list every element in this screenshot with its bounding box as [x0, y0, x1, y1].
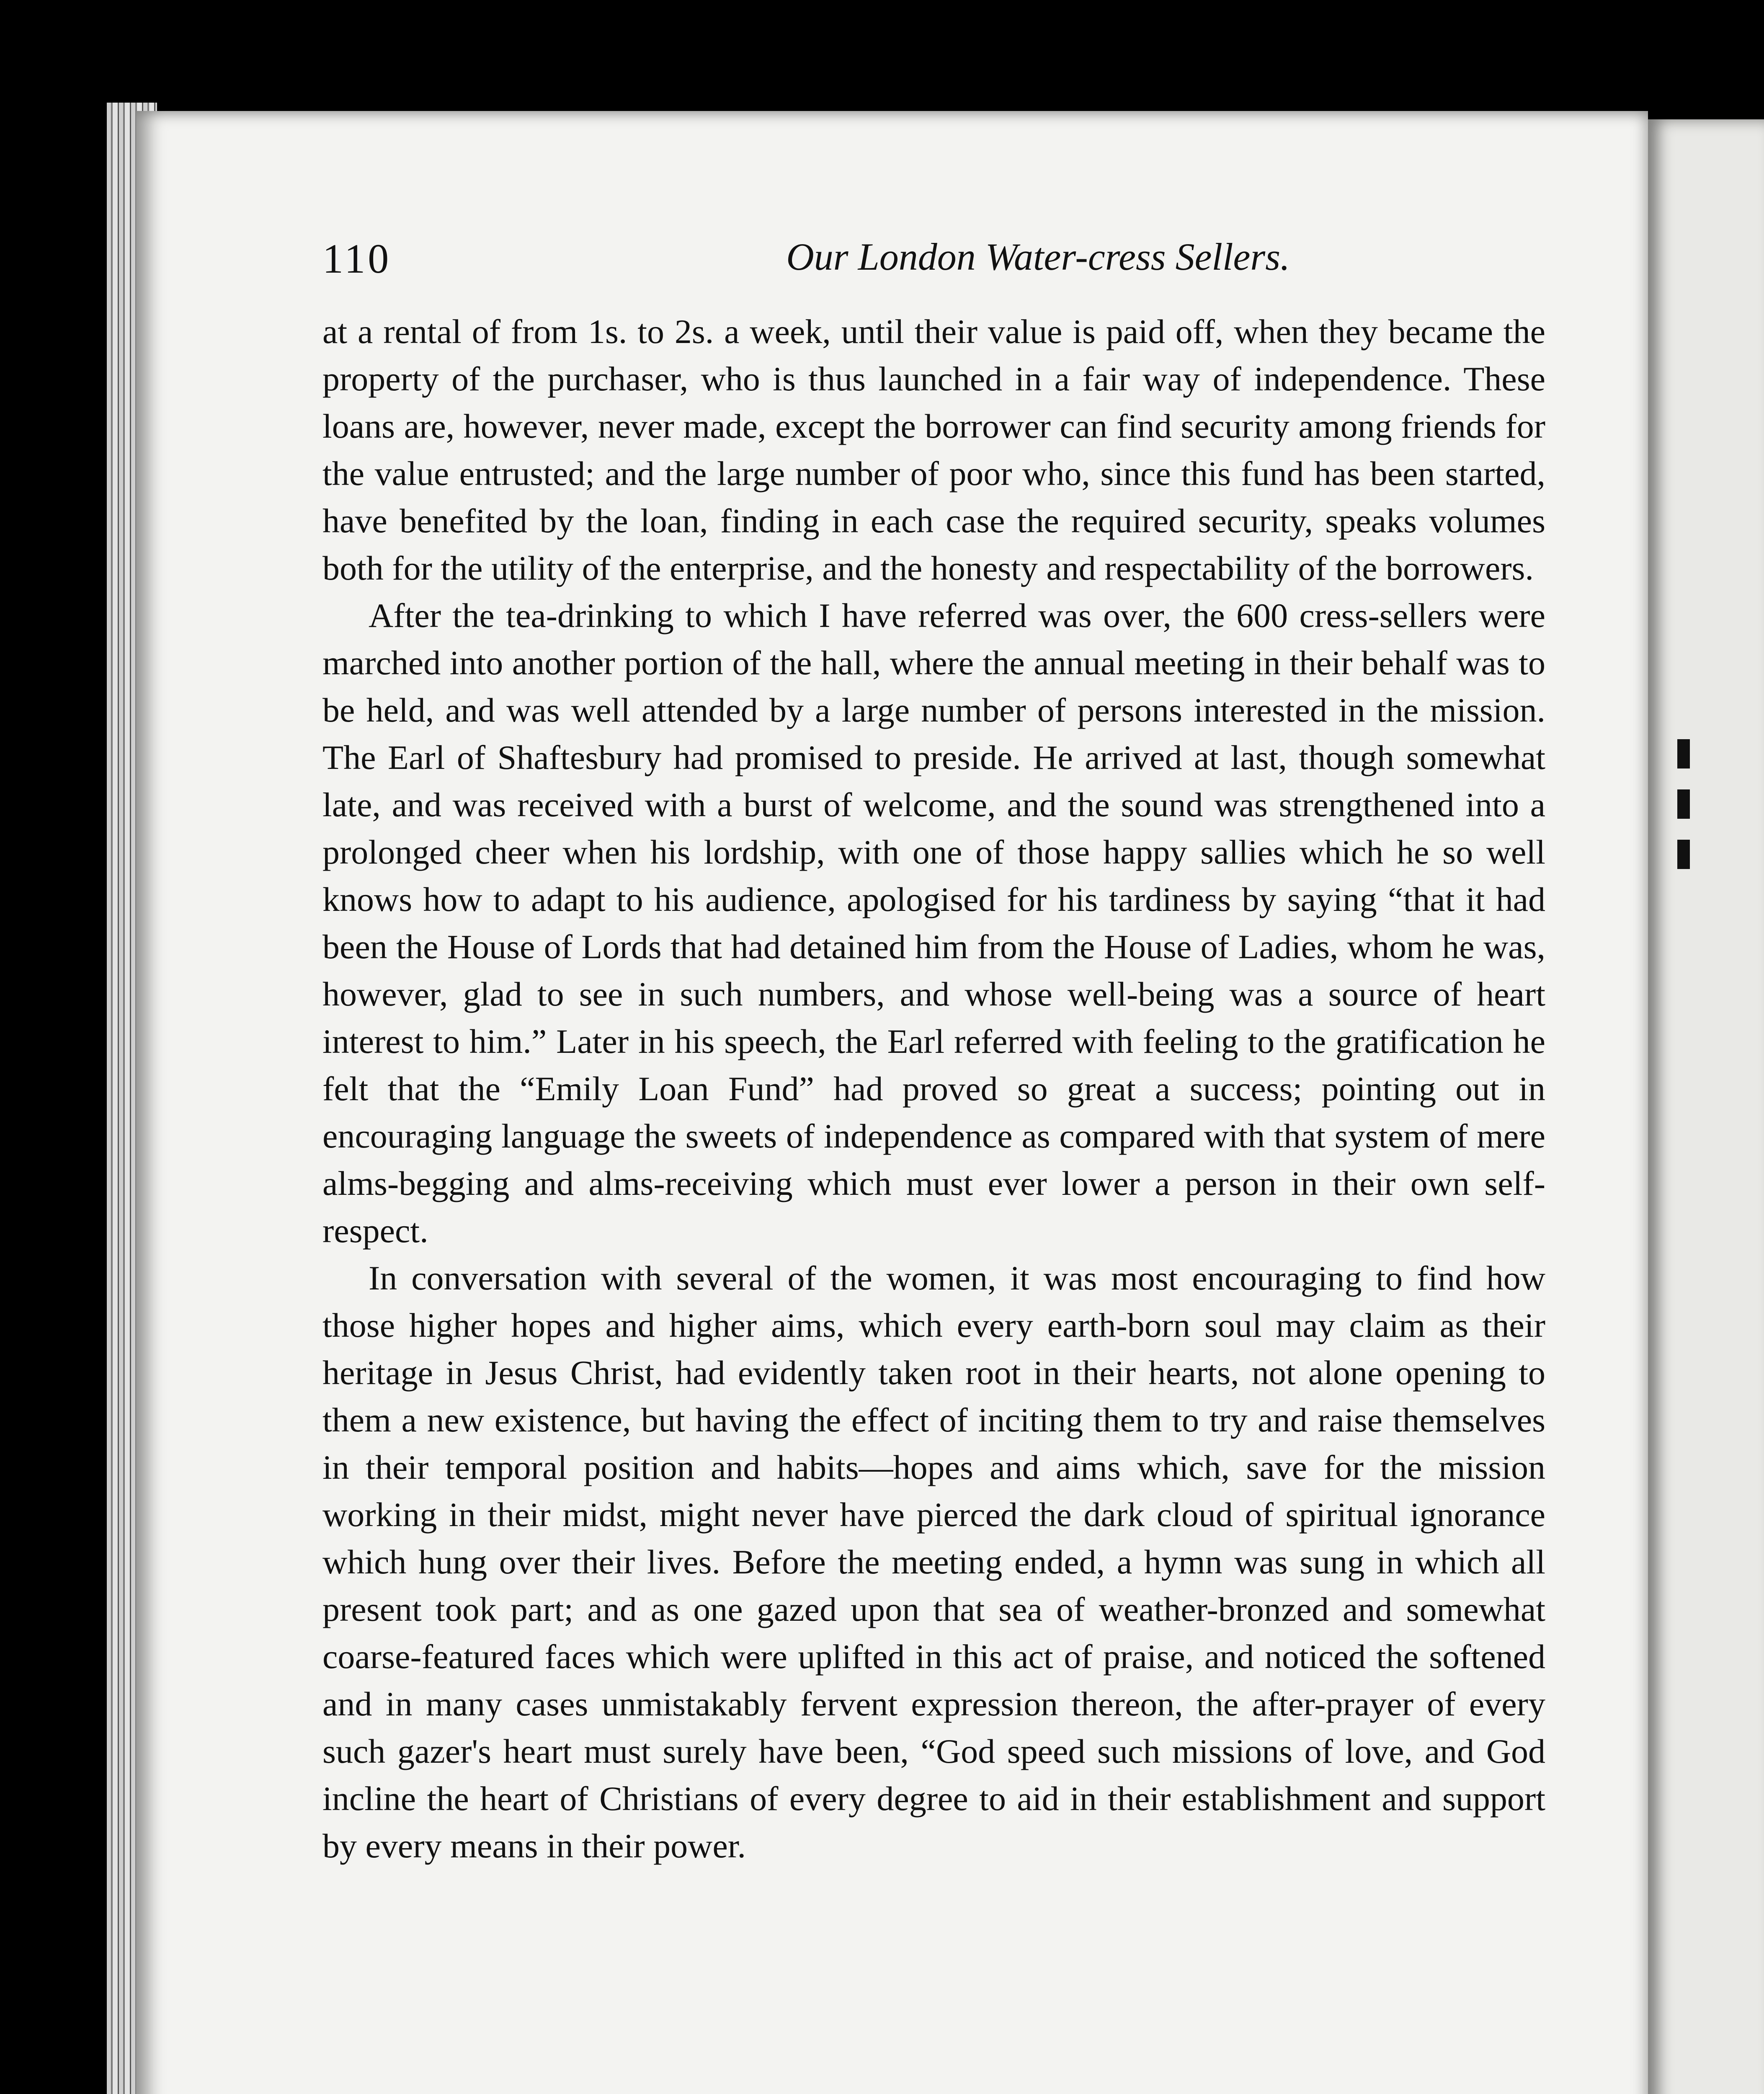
facing-text-bleed [1677, 739, 1690, 768]
paragraph: After the tea-drinking to which I have referred was over, the 600 cress-sellers were marched into another portion of the hall, where the annual meeting in their behalf was to be held, and was well attended by a large number of persons interested in the mission. The Earl of Shaftesbury had promised to preside. He arrived at last, though somewhat late, and was received with a burst of welcome, and the sound was strengthened into a prolonged cheer when his lordship, with one of those happy sallies which he so well knows how to adapt to his audience, apologised for his tardiness by saying “that it had been the House of Lords that had detained him from the House of Ladies, whom he was, however, glad to see in such numbers, and whose well-being was a source of heart interest to him.” Later in his speech, the Earl referred with feeling to the gratification he felt that the “Emily Loan Fund” had proved so great a success; pointing out in encouraging language the sweets of independence as compared with that system of mere alms-begging and alms-receiving which must ever lower a person in their own self-respect. [322, 596, 1545, 1250]
body-text [322, 308, 1545, 1870]
running-title: Our London Water-cress Sellers. [786, 235, 1290, 278]
facing-text-bleed [1677, 840, 1690, 869]
paragraph: at a rental of from 1s. to 2s. a week, until their value is paid off, when they became the property of the purchaser, who is thus launched in a fair way of independence. These loans are, however, never made, except the borrower can find security among friends for the value entrusted; and the large number of poor who, since this fund has been started, have benefited by the loan, finding in each case the required security, speaks volumes both for the utility of the enterprise, and the honesty and respectability of the borrowers. [322, 312, 1545, 587]
page-number: 110 [322, 235, 392, 282]
running-head [322, 235, 1290, 281]
paragraph: In conversation with several of the women, it was most encouraging to find how those higher hopes and higher aims, which every earth-born soul may claim as their heritage in Jesus Christ, had evidently taken root in their hearts, not alone opening to them a new existence, but having the effect of inciting them to try and raise themselves in their temporal position and habits—hopes and aims which, save for the mission working in their midst, might never have pierced the dark cloud of spiritual ignorance which hung over their lives. Before the meeting ended, a hymn was sung in which all present took part; and as one gazed upon that sea of weather-bronzed and somewhat coarse-featured faces which were uplifted in this act of praise, and noticed the softened and in many cases unmistakably fervent expression thereon, the after-prayer of every such gazer's heart must surely have been, “God speed such missions of love, and God incline the heart of Christians of every degree to aid in their establishment and support by every means in their power. [322, 1259, 1545, 1865]
facing-page-edge [1648, 119, 1764, 2094]
facing-text-bleed [1677, 789, 1690, 819]
